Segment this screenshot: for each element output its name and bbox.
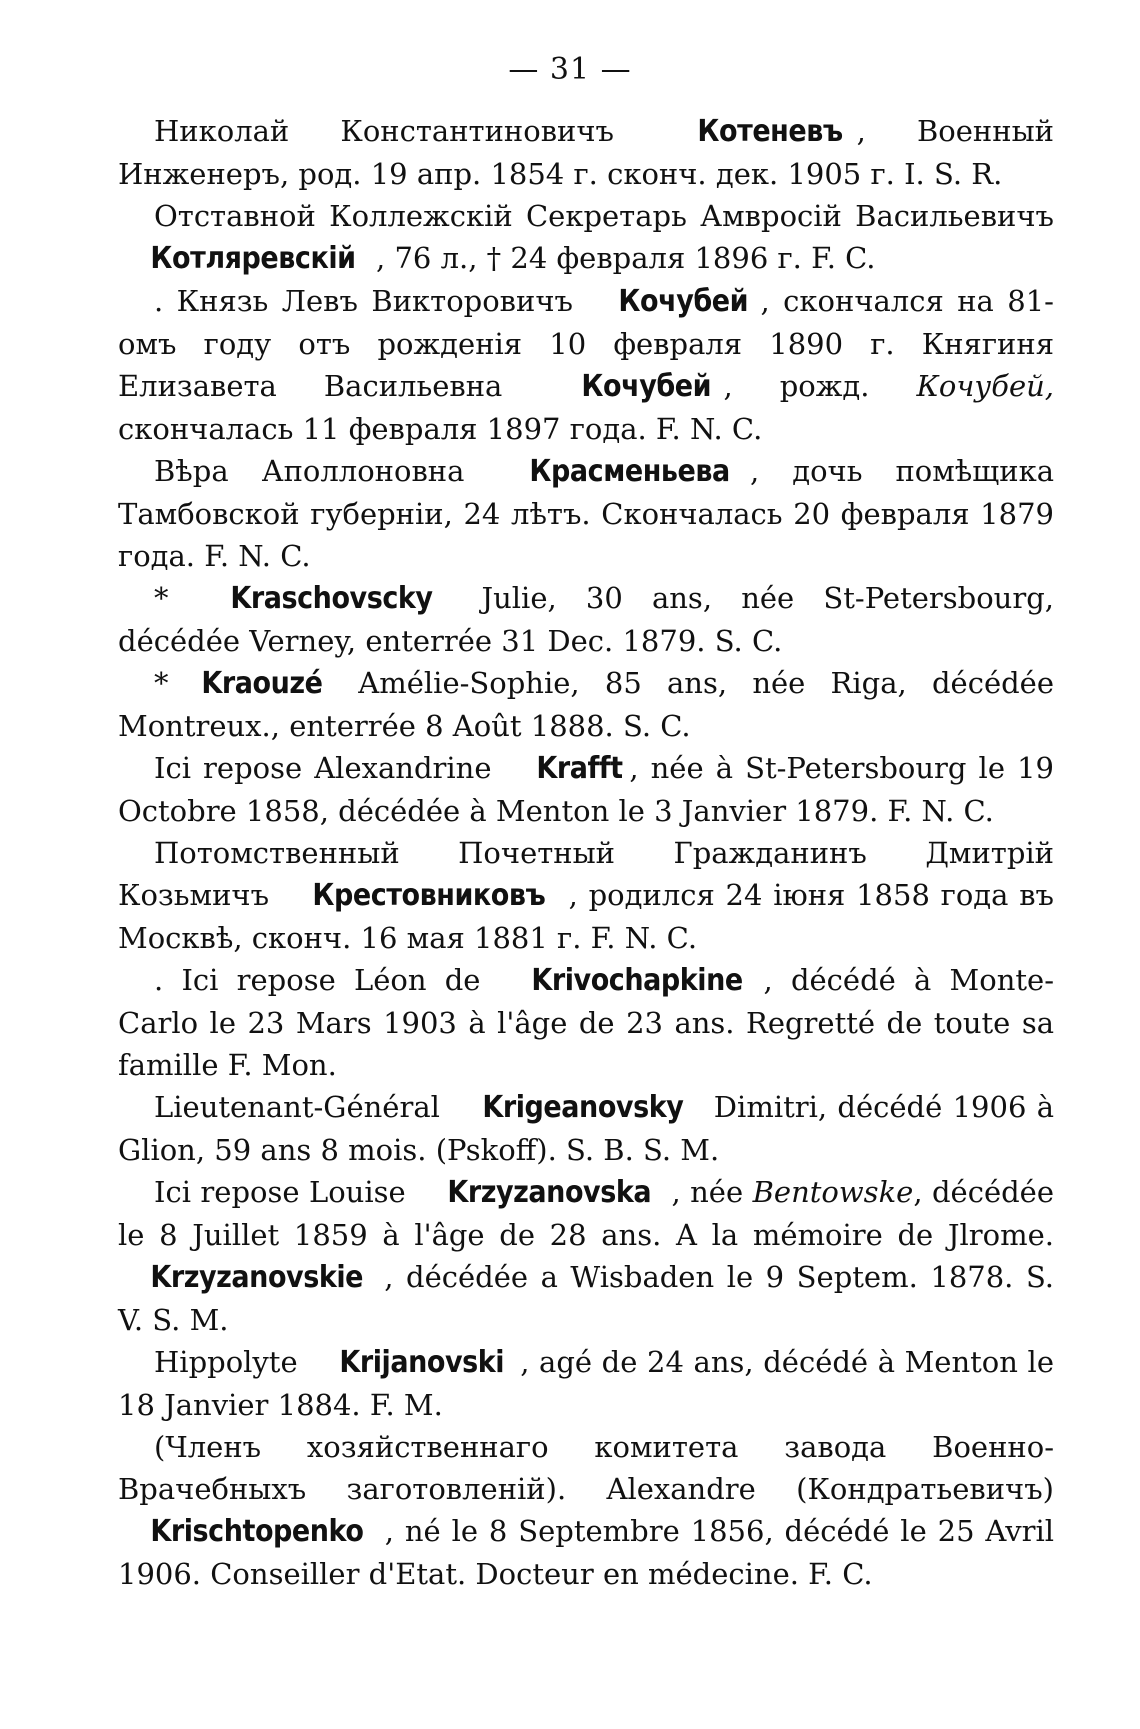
surname: Котляревскій <box>150 241 356 276</box>
surname: Krzyzanovskie <box>150 1260 364 1295</box>
entry-krischtopenko: (Членъ хозяйственнаго комитета завода Военно-Врачебныхъ заготовленій). Alexandre (Кондратьевичъ) Krischtopenko , né le 8 Septembre 1856, décédé le 25 Avril 1906. Conseiller d'Etat. Docteur en médecine. F. C. <box>118 1430 1054 1591</box>
entry-kochubey: . Князь Левъ Викторовичъ Кочубей , скончался на 81-омъ году отъ рожденія 10 февраля 1890 г. Княгиня Елизавета Васильевна Кочубей , рожд. Кочубей, скончалась 11 февраля 1897 года. F. N. C. <box>118 280 1054 450</box>
entry-kotenev: Николай Константиновичъ Котеневъ , Военный Инженеръ, род. 19 апр. 1854 г. сконч. дек. 1905 г. I. S. R. <box>118 110 1054 195</box>
surname: Котеневъ <box>697 114 843 149</box>
entry-krigeanovsky: Lieutenant-Général Krigeanovsky Dimitri, décédé 1906 à Glion, 59 ans 8 mois. (Pskoff). S. B. S. M. <box>118 1086 1054 1171</box>
surname: Krivochapkine <box>531 963 743 998</box>
surname: Krigeanovsky <box>482 1090 684 1125</box>
surname: Krijanovski <box>339 1345 505 1380</box>
surname: Krafft <box>535 751 623 786</box>
maiden-name: Кочубей, <box>916 369 1055 403</box>
surname: Krischtopenko <box>150 1514 364 1549</box>
surname: Krzyzanovska <box>447 1175 652 1210</box>
entry-krafft: Ici repose Alexandrine Krafft , née à St-Petersbourg le 19 Octobre 1858, décédée à Menton le 3 Janvier 1879. F. N. C. <box>118 747 1054 832</box>
surname: Красменьева <box>529 454 731 489</box>
surname: Kraouzé <box>200 666 323 701</box>
entries-list <box>118 110 1054 1595</box>
surname: Kraschovscky <box>230 581 433 616</box>
entry-krasmenieva: Вѣра Аполлоновна Красменьева , дочь помѣщика Тамбовской губерніи, 24 лѣтъ. Скончалась 20 февраля 1879 года. F. N. C. <box>118 450 1054 577</box>
entry-krivochapkine: . Ici repose Léon de Krivochapkine , décédé à Monte-Carlo le 23 Mars 1903 à l'âge de 23 ans. Regretté de toute sa famille F. Mon. <box>118 959 1054 1086</box>
entry-kotlyarevsky: Отставной Коллежскій Секретарь Амвросій Васильевичъ Котляревскій , 76 л., † 24 февраля 1896 г. F. C. <box>118 195 1054 280</box>
surname: Крестовниковъ <box>312 878 546 913</box>
entry-kraouze: * Kraouzé Amélie-Sophie, 85 ans, née Riga, décédée Montreux., enterrée 8 Août 1888. S. C. <box>118 662 1054 747</box>
entry-krijanovski: Hippolyte Krijanovski , agé de 24 ans, décédé à Menton le 18 Janvier 1884. F. M. <box>118 1341 1054 1426</box>
entry-krestovnikov: Потомственный Почетный Гражданинъ Дмитрій Козьмичъ Крестовниковъ , родился 24 іюня 1858 года въ Москвѣ, сконч. 16 мая 1881 г. F. N. C. <box>118 836 1054 955</box>
page-number: — 31 — <box>508 52 632 87</box>
surname: Кочубей <box>618 284 749 319</box>
entry-krzyzanovska: Ici repose Louise Krzyzanovska , née Bentowske, décédée le 8 Juillet 1859 à l'âge de 28 ans. A la mémoire de Jlrome. Krzyzanovskie , décédée a Wisbaden le 9 Septem. 1878. S. V. S. M. <box>118 1171 1054 1341</box>
surname: Кочубей <box>581 369 712 404</box>
entry-kraschovscky: * Kraschovscky Julie, 30 ans, née St-Petersbourg, décédée Verney, enterrée 31 Dec. 1879. S. C. <box>118 577 1054 662</box>
maiden-name: Bentowske <box>752 1175 914 1209</box>
